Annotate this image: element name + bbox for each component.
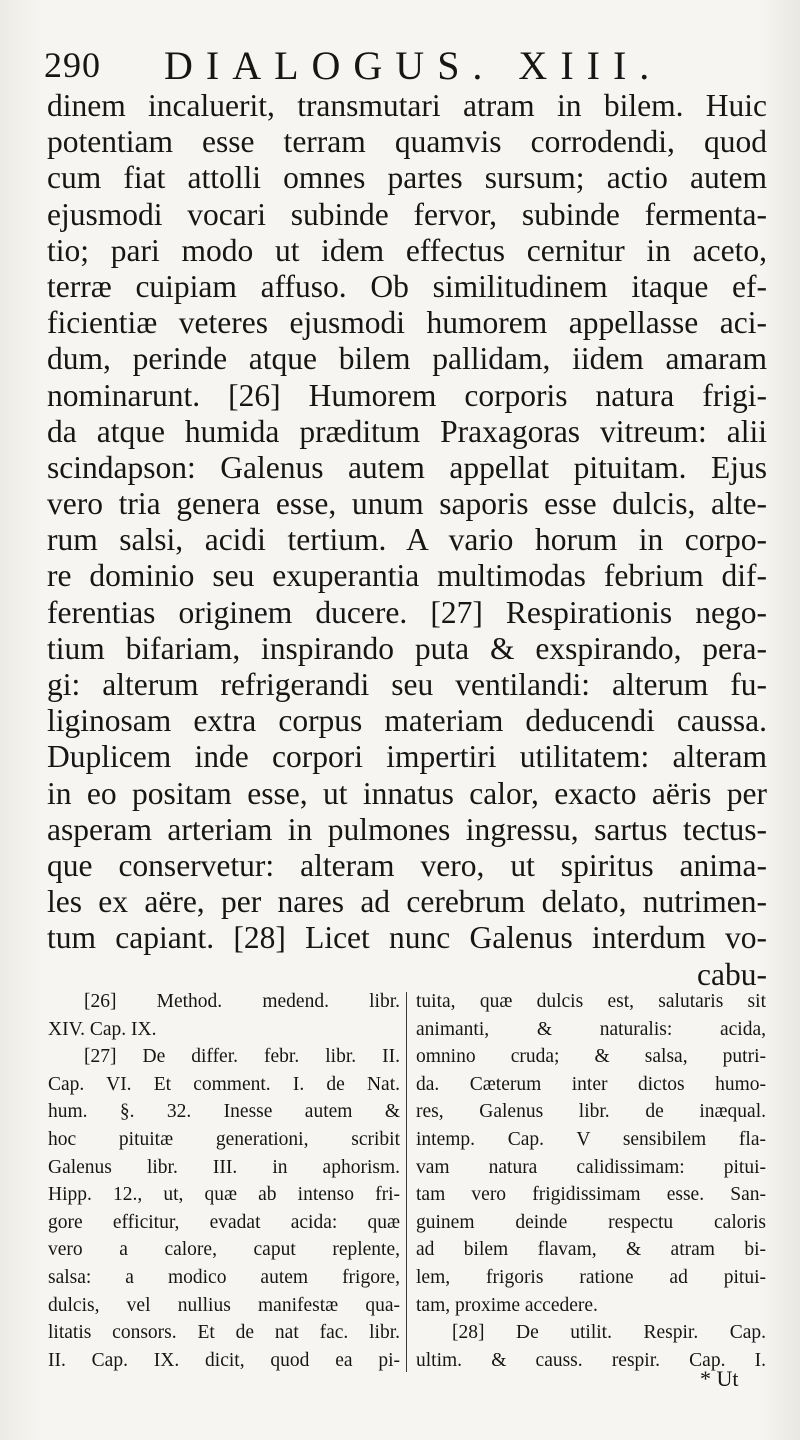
text-line: ferentias originem ducere. [27] Respirationis nego- [47,594,767,630]
footnote-line: XIV. Cap. IX. [48,1018,157,1040]
text-line: in eo positam esse, ut innatus calor, exacto aëris per [47,775,767,811]
footnote-line: Cap. VI. Et comment. I. de Nat. [48,1073,400,1095]
footnote-line: tuita, quæ dulcis est, salutaris sit [416,991,766,1012]
text-line: nominarunt. [26] Humorem corporis natura frigi- [47,377,767,413]
text-line: ficientiæ veteres ejusmodi humorem appellasse aci- [47,305,767,341]
footnote-line: [26] Method. medend. libr. [84,991,400,1012]
page-number: 290 [44,45,101,85]
footnote-line: hoc pituitæ generationi, scribit [48,1128,400,1150]
footnote-line: [28] De utilit. Respir. Cap. [452,1322,766,1344]
footnote-line: res, Galenus libr. de inæqual. [416,1101,766,1123]
footnotes [48,988,766,1388]
text-line: liginosam extra corpus materiam deducendi caussa. [47,703,767,739]
footnotes-right-column [416,988,766,1374]
footnote-line: vero a calore, caput replente, [48,1239,400,1261]
column-divider [406,992,407,1372]
footnote-line: litatis consors. Et de nat fac. libr. [48,1322,400,1344]
text-line: ejusmodi vocari subinde fervor, subinde fermenta- [47,196,767,232]
text-line: tio; pari modo ut idem effectus cernitur in aceto, [47,232,767,268]
footnote-line: da. Cæterum inter dictos humo- [416,1073,766,1095]
text-line: terræ cuipiam affuso. Ob similitudinem itaque ef- [47,268,767,304]
catchword: * Ut [700,1366,739,1391]
footnote-line: Hipp. 12., ut, quæ ab intenso fri- [48,1184,400,1206]
text-line: gi: alterum refrigerandi seu ventilandi: alterum fu- [47,667,767,702]
text-line: dinem incaluerit, transmutari atram in bilem. Huic [47,88,767,123]
footnotes-left-column [48,988,400,1374]
text-line: asperam arteriam in pulmones ingressu, sartus tectus- [47,811,767,847]
text-line: dum, perinde atque bilem pallidam, iidem amaram [47,341,767,377]
text-line-catchword: cabu- [697,956,767,992]
footnote-line: intemp. Cap. V sensibilem fla- [416,1128,766,1150]
text-line: cum fiat attolli omnes partes sursum; actio autem [47,160,767,196]
text-line: Duplicem inde corpori impertiri utilitatem: alteram [47,739,767,775]
page-header [44,42,764,90]
footnote-line: guinem deinde respectu caloris [416,1211,766,1233]
text-line: tum capiant. [28] Licet nunc Galenus interdum vo- [47,920,767,956]
footnote-line: II. Cap. IX. dicit, quod ea pi- [48,1349,400,1371]
running-head: DIALOGUS. XIII. [164,43,663,88]
text-line: rum salsi, acidi tertium. A vario horum in corpo- [47,522,767,558]
text-line: vero tria genera esse, unum saporis esse dulcis, alte- [47,486,767,522]
footnote-line: dulcis, vel nullius manifestæ qua- [48,1294,400,1316]
text-line: da atque humida præditum Praxagoras vitreum: alii [47,413,767,449]
footnote-line: hum. §. 32. Inesse autem & [48,1101,400,1123]
footnote-line: [27] De differ. febr. libr. II. [84,1046,400,1068]
footnote-line: tam vero frigidissimam esse. San- [416,1184,766,1206]
footnote-line: omnino cruda; & salsa, putri- [416,1046,766,1068]
footnote-line: tam, proxime accedere. [416,1294,598,1316]
text-line: que conservetur: alteram vero, ut spiritus anima- [47,847,767,883]
footnote-line: gore efficitur, evadat acida: quæ [48,1211,400,1233]
text-line: tium bifariam, inspirando puta & exspirando, pera- [47,630,767,666]
footnote-line: lem, frigoris ratione ad pitui- [416,1266,766,1288]
footnote-line: ultim. & causs. respir. Cap. I. [416,1349,766,1371]
text-line: les ex aëre, per nares ad cerebrum delato, nutrimen- [47,884,767,920]
main-text [47,88,767,993]
footnote-line: Galenus libr. III. in aphorism. [48,1156,400,1178]
footnote-line: animanti, & naturalis: acida, [416,1018,766,1040]
footnote-line: salsa: a modico autem frigore, [48,1266,400,1288]
text-line: potentiam esse terram quamvis corrodendi, quod [47,124,767,160]
text-line: re dominio seu exuperantia multimodas febrium dif- [47,558,767,594]
footnote-line: ad bilem flavam, & atram bi- [416,1239,766,1261]
text-line: scindapson: Galenus autem appellat pituitam. Ejus [47,449,767,485]
footnote-line: vam natura calidissimam: pitui- [416,1156,766,1178]
